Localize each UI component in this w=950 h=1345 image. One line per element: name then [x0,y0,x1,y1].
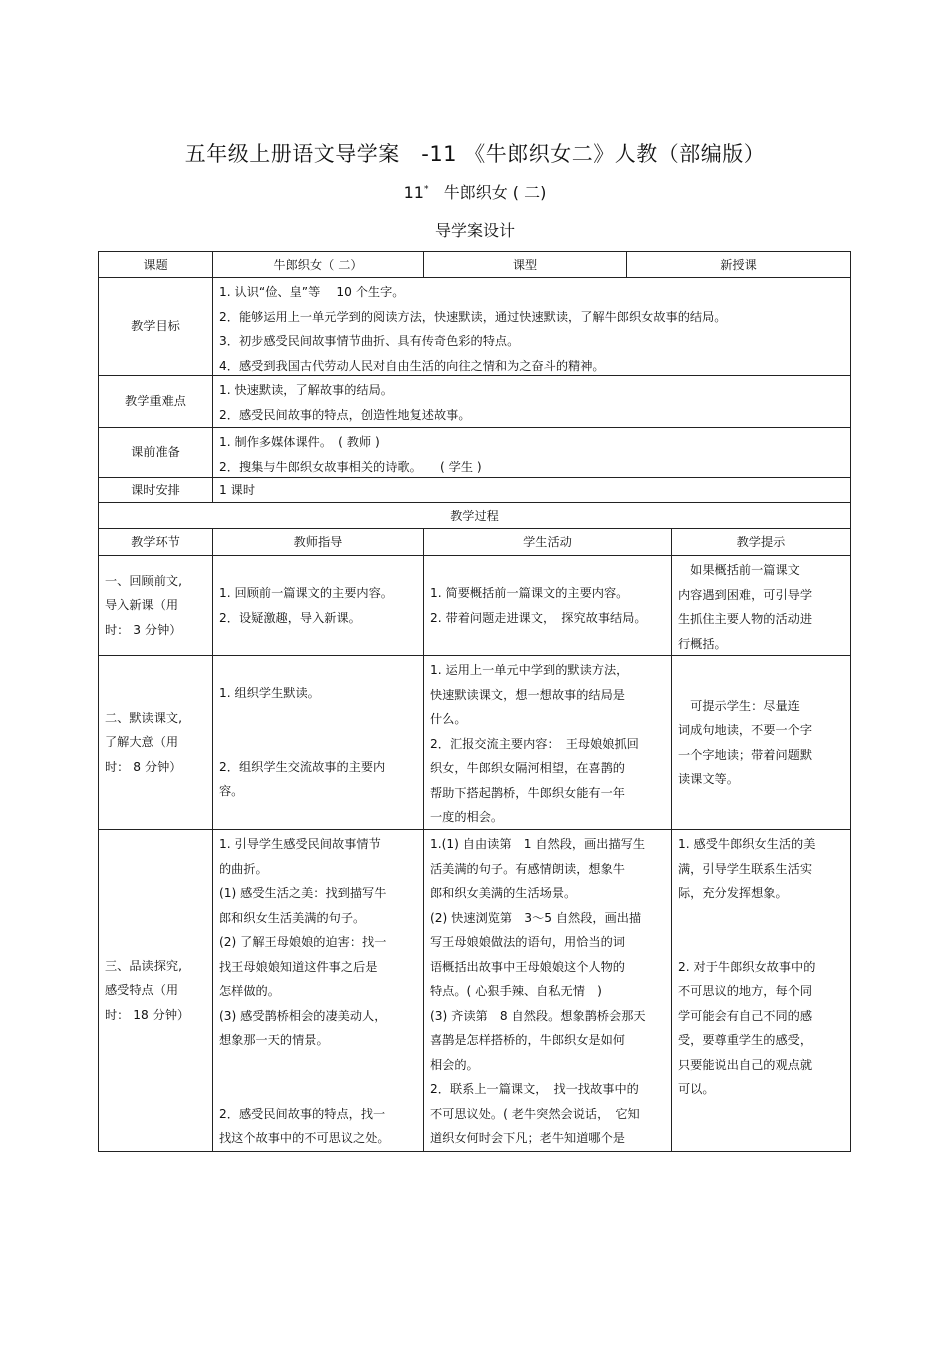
lesson-name: 牛郎织女 ( 二) [443,183,547,202]
teacher-line: (3) 感受鹊桥相会的凄美动人， [219,1008,387,1023]
stage-line: 二、默读课文, [105,710,182,725]
goal-line: 1. 认识“俭、皇”等 10 个生字。 [219,285,405,299]
stage-cell [99,656,213,830]
document-title: 五年级上册语文导学案 -11 《牛郎织女二》人教（部编版） [184,142,766,166]
student-line: 帮助下搭起鹊桥，牛郎织女能有一年 [430,785,625,800]
tips-line: 如果概括前一篇课文 [678,563,800,577]
tips-line: 际，充分发挥想象。 [678,886,788,900]
header-student: 学生活动 [424,529,672,556]
student-line: 喜鹊是怎样搭桥的，牛郎织女是如何 [430,1033,625,1047]
key-points-label: 教学重难点 [99,376,213,428]
tips-line: 满，引导学生联系生活实 [678,861,813,876]
lesson-type-label: 课型 [424,252,627,278]
student-line: 快速默读课文，想一想故事的结局是 [430,687,625,702]
teacher-cell [213,556,424,656]
tips-line: 可以。 [678,1082,715,1096]
teacher-line: (1) 感受生活之美：找到描写牛 [219,886,387,900]
tips-line: 1. 感受牛郎织女生活的美 [678,837,816,851]
key-point-line: 2．感受民间故事的特点，创造性地复述故事。 [219,407,471,422]
student-line: 郎和织女美满的生活场景。 [430,886,577,900]
stage-line: 时： 18 分钟） [105,1007,190,1022]
teacher-cell [213,656,424,830]
stage-line: 了解大意（用 [105,735,179,750]
stage-line: 导入新课（用 [105,598,179,613]
process-title: 教学过程 [99,503,851,529]
lesson-mark: * [423,184,429,195]
stage-line: 三、品读探究, [105,958,182,973]
stage-line: 感受特点（用 [105,983,179,998]
teacher-line: 找王母娘娘知道这件事之后是 [219,959,378,974]
student-line: 2. 带着问题走进课文， 探究故事结局。 [430,610,647,625]
student-line: (2) 快速浏览第 3～5 自然段，画出描 [430,910,642,925]
schedule-label: 课时安排 [99,478,213,503]
teacher-line: 怎样做的。 [219,984,280,998]
preparation-line: 1. 制作多媒体课件。 ( 教师 ) [219,435,380,449]
stage-cell [99,556,213,656]
lesson-type-value: 新授课 [627,252,851,278]
student-line: (3) 齐读第 8 自然段。想象鹊桥会那天 [430,1008,646,1023]
header-stage: 教学环节 [99,529,213,556]
goal-line: 2．能够运用上一单元学到的阅读方法，快速默读，通过快速默读，了解牛郎织女故事的结局。 [219,309,727,324]
lesson-subtitle [0,180,950,203]
stage-line: 时： 3 分钟） [105,622,182,637]
stage-line: 时： 8 分钟） [105,759,182,774]
student-line: 2．汇报交流主要内容： 王母娘娘抓回 [430,736,639,751]
key-point-line: 1. 快速默读，了解故事的结局。 [219,383,393,397]
teacher-line [219,1077,417,1102]
tips-line: 生抓住主要人物的活动进 [678,612,813,626]
teacher-line: 郎和织女生活美满的句子。 [219,910,366,925]
header-tips: 教学提示 [672,529,851,556]
student-line: 织女，牛郎织女隔河相望，在喜鹊的 [430,761,625,775]
lesson-plan-table [98,251,851,1152]
teacher-line: 找这个故事中的不可思议之处。 [219,1131,390,1145]
teacher-line: 1. 组织学生默读。 [219,686,320,701]
preparation-content [213,428,851,478]
teacher-line: 的曲折。 [219,861,268,876]
goal-line: 3．初步感受民间故事情节曲折、具有传奇色彩的特点。 [219,334,520,348]
student-line: 一度的相会。 [430,810,504,824]
preparation-line: 2．搜集与牛郎织女故事相关的诗歌。 ( 学生 ) [219,459,482,474]
goal-line: 4．感受到我国古代劳动人民对自由生活的向往之情和为之奋斗的精神。 [219,358,605,373]
tips-line: 行概括。 [678,636,727,651]
teacher-line: (2) 了解王母娘娘的迫害：找一 [219,935,387,949]
preparation-label: 课前准备 [99,428,213,478]
student-line: 不可思议处。( 老牛突然会说话， 它知 [430,1106,640,1121]
goals-label: 教学目标 [99,278,213,376]
tips-line: 词成句地读，不要一个字 [678,723,813,737]
teacher-line: 1. 回顾前一篇课文的主要内容。 [219,586,393,600]
student-line: 1. 简要概括前一篇课文的主要内容。 [430,586,629,600]
tips-line: 一个字地读；带着问题默 [678,747,813,762]
student-line: 道织女何时会下凡；老牛知道哪个是 [430,1131,625,1145]
header-teacher: 教师指导 [213,529,424,556]
lesson-number: 11 [403,183,424,202]
student-line: 1.(1) 自由读第 1 自然段，画出描写生 [430,837,646,851]
stage-cell [99,830,213,1152]
student-line: 相会的。 [430,1057,479,1072]
tips-line: 内容遇到困难，可引导学 [678,587,813,602]
tips-line: 读课文等。 [678,772,739,786]
teacher-line: 2．感受民间故事的特点，找一 [219,1106,386,1121]
topic-value: 牛郎织女（ 二） [213,252,424,278]
student-line: 特点。( 心狠手辣、自私无情 ) [430,984,602,998]
student-line: 2．联系上一篇课文， 找一找故事中的 [430,1082,639,1096]
student-line: 活美满的句子。有感情朗读，想象牛 [430,861,625,876]
teacher-line: 2．组织学生交流故事的主要内 [219,759,386,774]
student-line: 1. 运用上一单元中学到的默读方法， [430,663,629,677]
tips-line: 受，要尊重学生的感受， [678,1033,813,1047]
teacher-line [219,730,385,755]
tips-cell [672,656,851,830]
goals-content [213,278,851,376]
teacher-line: 想象那一天的情景。 [219,1033,329,1047]
tips-line [678,906,844,931]
teacher-line: 1. 引导学生感受民间故事情节 [219,837,381,851]
design-heading: 导学案设计 [434,221,515,240]
tips-cell [672,830,851,1152]
teacher-line: 容。 [219,784,244,799]
teacher-cell [213,830,424,1152]
key-points-content [213,376,851,428]
tips-line: 不可思议的地方，每个同 [678,984,813,998]
tips-line: 可提示学生：尽量连 [678,698,800,713]
tips-line: 学可能会有自己不同的感 [678,1008,813,1023]
teacher-line: 2．设疑激趣，导入新课。 [219,610,361,625]
teacher-line [219,1053,417,1078]
topic-label: 课题 [99,252,213,278]
teacher-line [219,706,385,731]
tips-line: 2. 对于牛郎织女故事中的 [678,959,816,974]
tips-line: 只要能说出自己的观点就 [678,1057,813,1072]
stage-line: 一、回顾前文, [105,573,182,588]
tips-line [678,930,844,955]
tips-cell [672,556,851,656]
student-line: 语概括出故事中王母娘娘这个人物的 [430,959,625,974]
student-line: 什么。 [430,712,467,726]
student-cell [424,556,672,656]
student-cell [424,830,672,1152]
schedule-value: 1 课时 [213,478,851,503]
student-cell [424,656,672,830]
student-line: 写王母娘娘做法的语句，用恰当的词 [430,935,625,949]
